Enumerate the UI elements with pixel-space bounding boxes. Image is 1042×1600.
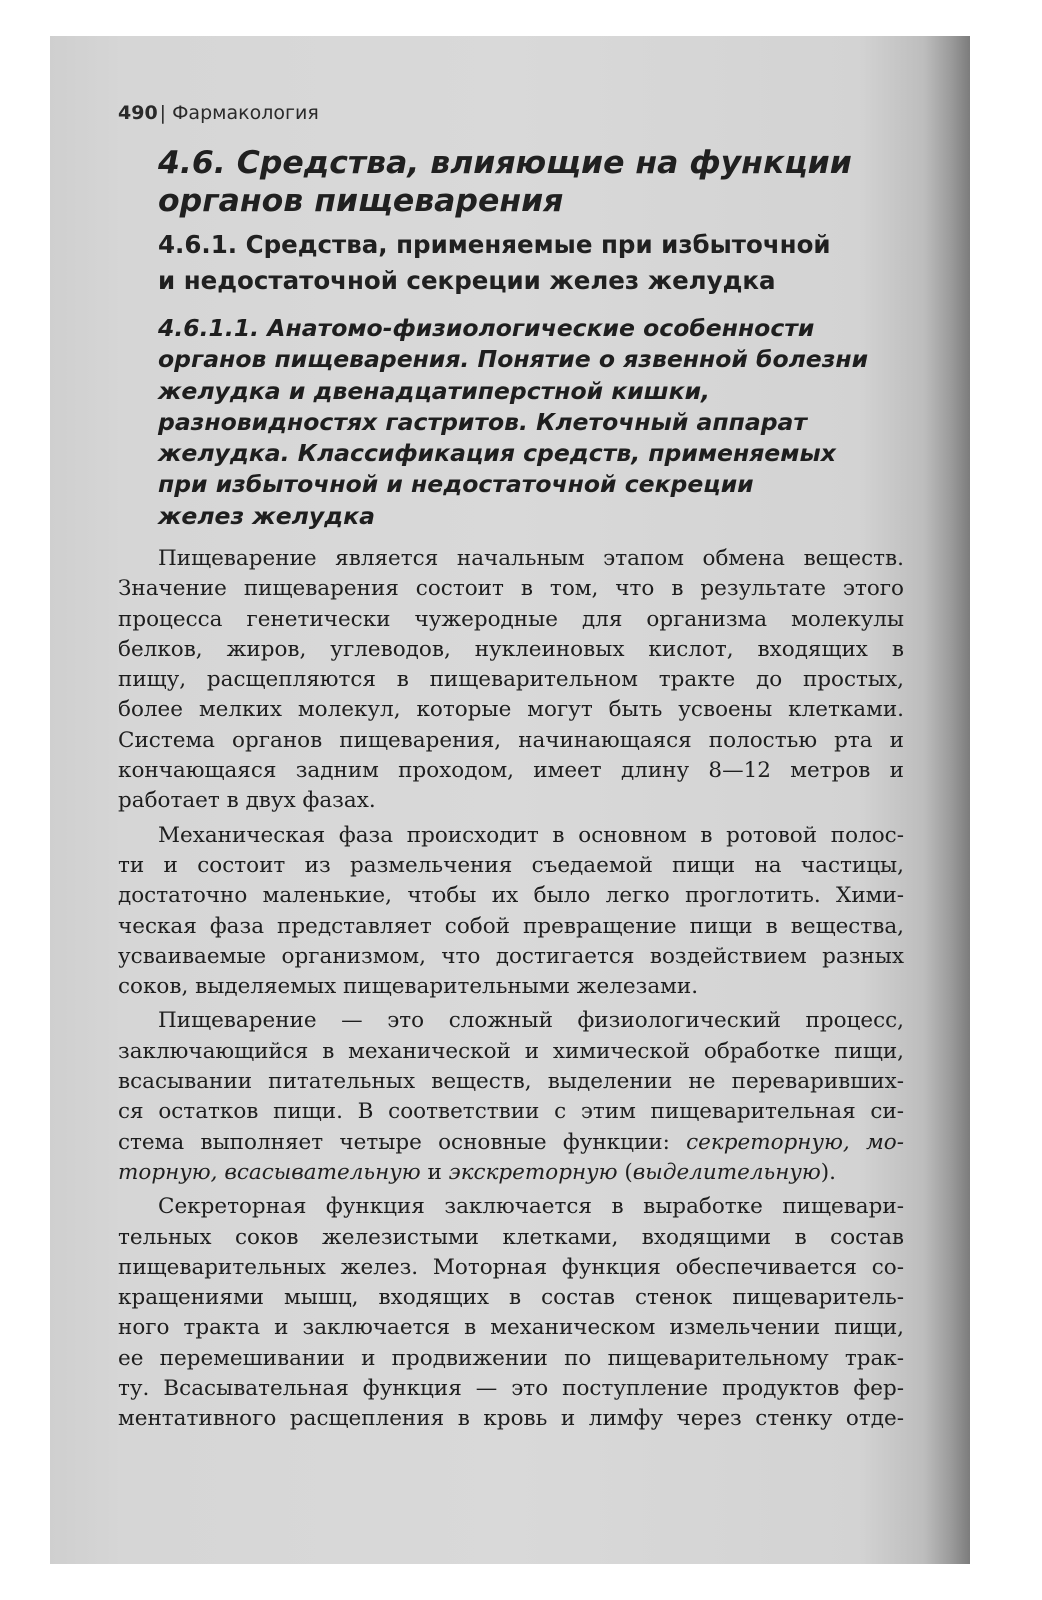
text-line: Механическая фаза происходит в основном в ротовой полос-	[158, 822, 904, 848]
subsubsection-title-line: желудка. Классификация средств, применяемых	[158, 439, 836, 468]
text-line: Пищеварение — это сложный физиологический процесс,	[158, 1008, 904, 1034]
text-run: и	[420, 1159, 449, 1185]
italic-term: выделительную	[632, 1159, 821, 1185]
text-line	[118, 1158, 904, 1188]
italic-term: торную, всасывательную	[118, 1159, 421, 1185]
text-line: белков, жиров, углеводов, нуклеиновых кислот, входящих в	[118, 636, 904, 662]
text-line: соков, выделяемых пищеварительными железами.	[118, 974, 699, 1000]
paragraph-1	[118, 544, 904, 817]
text-line: Система органов пищеварения, начинающаяся полостью рта и	[118, 727, 904, 753]
text-line: Секреторная функция заключается в выработке пищевари-	[158, 1194, 904, 1220]
subsection-title-line: 4.6.1. Средства, применяемые при избыточной	[158, 230, 831, 259]
section-title-line: 4.6. Средства, влияющие на функции	[158, 145, 852, 181]
subsubsection-title-line: разновидностях гастритов. Клеточный аппарат	[158, 407, 807, 436]
text-line: ного тракта и заключается в механическом измельчении пищи,	[118, 1315, 904, 1341]
text-line: работает в двух фазах.	[118, 788, 376, 814]
text-line: Пищеварение является начальным этапом обмена веществ.	[158, 546, 904, 571]
text-line: процесса генетически чужеродные для организма молекулы	[118, 606, 904, 632]
text-run: (	[617, 1159, 633, 1185]
paragraph-2	[118, 821, 904, 1003]
subsubsection-title-line: 4.6.1.1. Анатомо-физиологические особенности	[158, 314, 815, 342]
text-line: ментативного расщепления в кровь и лимфу через стенку отде-	[118, 1406, 904, 1432]
text-line: пищеварительных желез. Моторная функция обеспечивается со-	[118, 1254, 904, 1280]
subsubsection-title-line: при избыточной и недостаточной секреции	[158, 470, 754, 499]
text-line	[118, 1128, 904, 1158]
text-line: ческая фаза представляет собой превращение пищи в вещества,	[118, 913, 904, 939]
text-line: достаточно маленькие, чтобы их было легко проглотить. Хими-	[118, 883, 904, 909]
text-line: ее перемешивании и продвижении по пищеварительному трак-	[118, 1345, 904, 1371]
subsection-title-line: и недостаточной секреции желез желудка	[158, 266, 776, 295]
text-line: кончающаяся задним проходом, имеет длину 8—12 метров и	[118, 758, 904, 784]
subsection-title	[158, 227, 918, 299]
header-separator: |	[159, 102, 167, 124]
scanned-page	[50, 36, 970, 1564]
text-run: ).	[820, 1159, 837, 1185]
subsubsection-title-line: желудка и двенадцатиперстной кишки,	[158, 376, 710, 405]
italic-term: секреторную, мо-	[686, 1129, 905, 1155]
subsubsection-title-line: желез желудка	[158, 501, 375, 530]
section-title-line: органов пищеварения	[158, 183, 564, 219]
text-line: ти и состоит из размельчения съедаемой пищи на частицы,	[118, 852, 904, 878]
page-number: 490	[118, 102, 158, 124]
paragraph-3	[118, 1006, 904, 1188]
text-line: более мелких молекул, которые могут быть усвоены клетками.	[118, 697, 904, 723]
text-line: ту. Всасывательная функция — это поступление продуктов фер-	[118, 1376, 904, 1402]
text-line: заключающийся в механической и химической обработке пищи,	[118, 1038, 904, 1064]
text-line: пищу, расщепляются в пищеварительном тракте до простых,	[118, 667, 904, 693]
subsubsection-title	[158, 313, 938, 532]
book-title: Фармакология	[172, 102, 319, 124]
italic-term: экскреторную	[448, 1159, 618, 1185]
section-title	[158, 144, 918, 220]
text-line: кращениями мышц, входящих в состав стенок пищеваритель-	[118, 1285, 904, 1311]
text-line: Значение пищеварения состоит в том, что в результате этого	[118, 576, 904, 602]
text-line: ся остатков пищи. В соответствии с этим пищеварительная си-	[118, 1099, 904, 1125]
paragraph-4	[118, 1192, 904, 1434]
text-run: стема выполняет четыре основные функции:	[118, 1129, 687, 1155]
text-line: тельных соков железистыми клетками, входящими в состав	[118, 1224, 904, 1250]
subsubsection-title-line: органов пищеварения. Понятие о язвенной болезни	[158, 345, 869, 374]
text-line: всасывании питательных веществ, выделении не переваривших-	[118, 1069, 904, 1095]
running-header	[118, 102, 319, 124]
text-line: усваиваемые организмом, что достигается воздействием разных	[118, 943, 904, 969]
body-text	[118, 544, 904, 1435]
